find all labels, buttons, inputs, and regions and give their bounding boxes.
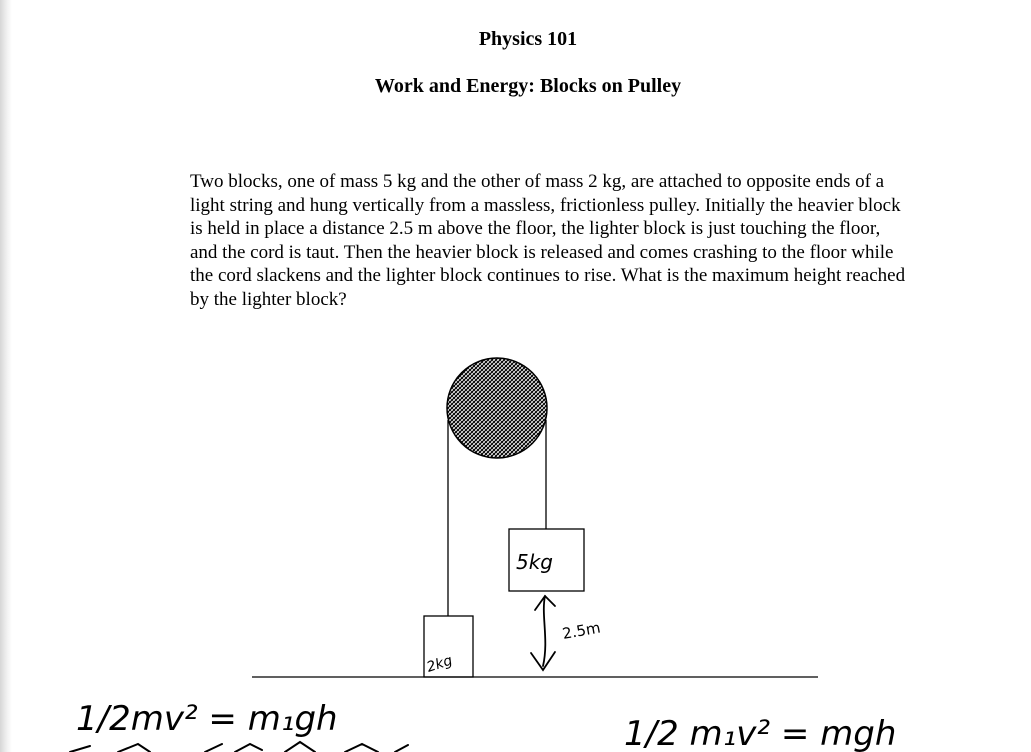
page-subtitle: Work and Energy: Blocks on Pulley: [374, 75, 682, 97]
problem-statement: Two blocks, one of mass 5 kg and the other of mass 2 kg, are attached to opposite ends of a light string and hung vertically from a massless, frictionless pulley. Initially the heavier block is held in place a distance 2.5 m above the floor, the lighter block is just touching the floor, and the cord is taut. Then the heavier block is released and comes crashing to the floor while the cord slackens and the lighter block continues to rise. What is the maximum height reached by the lighter block?: [190, 171, 906, 310]
heavy-block-label: 5kg: [516, 550, 554, 574]
distance-label: 2.5m: [560, 618, 602, 643]
light-block-label: 2kg: [424, 652, 455, 676]
cut-off-handwriting: [70, 742, 408, 752]
right-handwritten-equation: 1/2 m₁v² = mgh: [624, 714, 897, 752]
distance-arrow: [531, 596, 555, 670]
left-handwritten-equation: 1/2mv² = m₁gh: [76, 699, 338, 739]
page-title: Physics 101: [478, 28, 578, 50]
pulley-wheel: [447, 358, 547, 458]
